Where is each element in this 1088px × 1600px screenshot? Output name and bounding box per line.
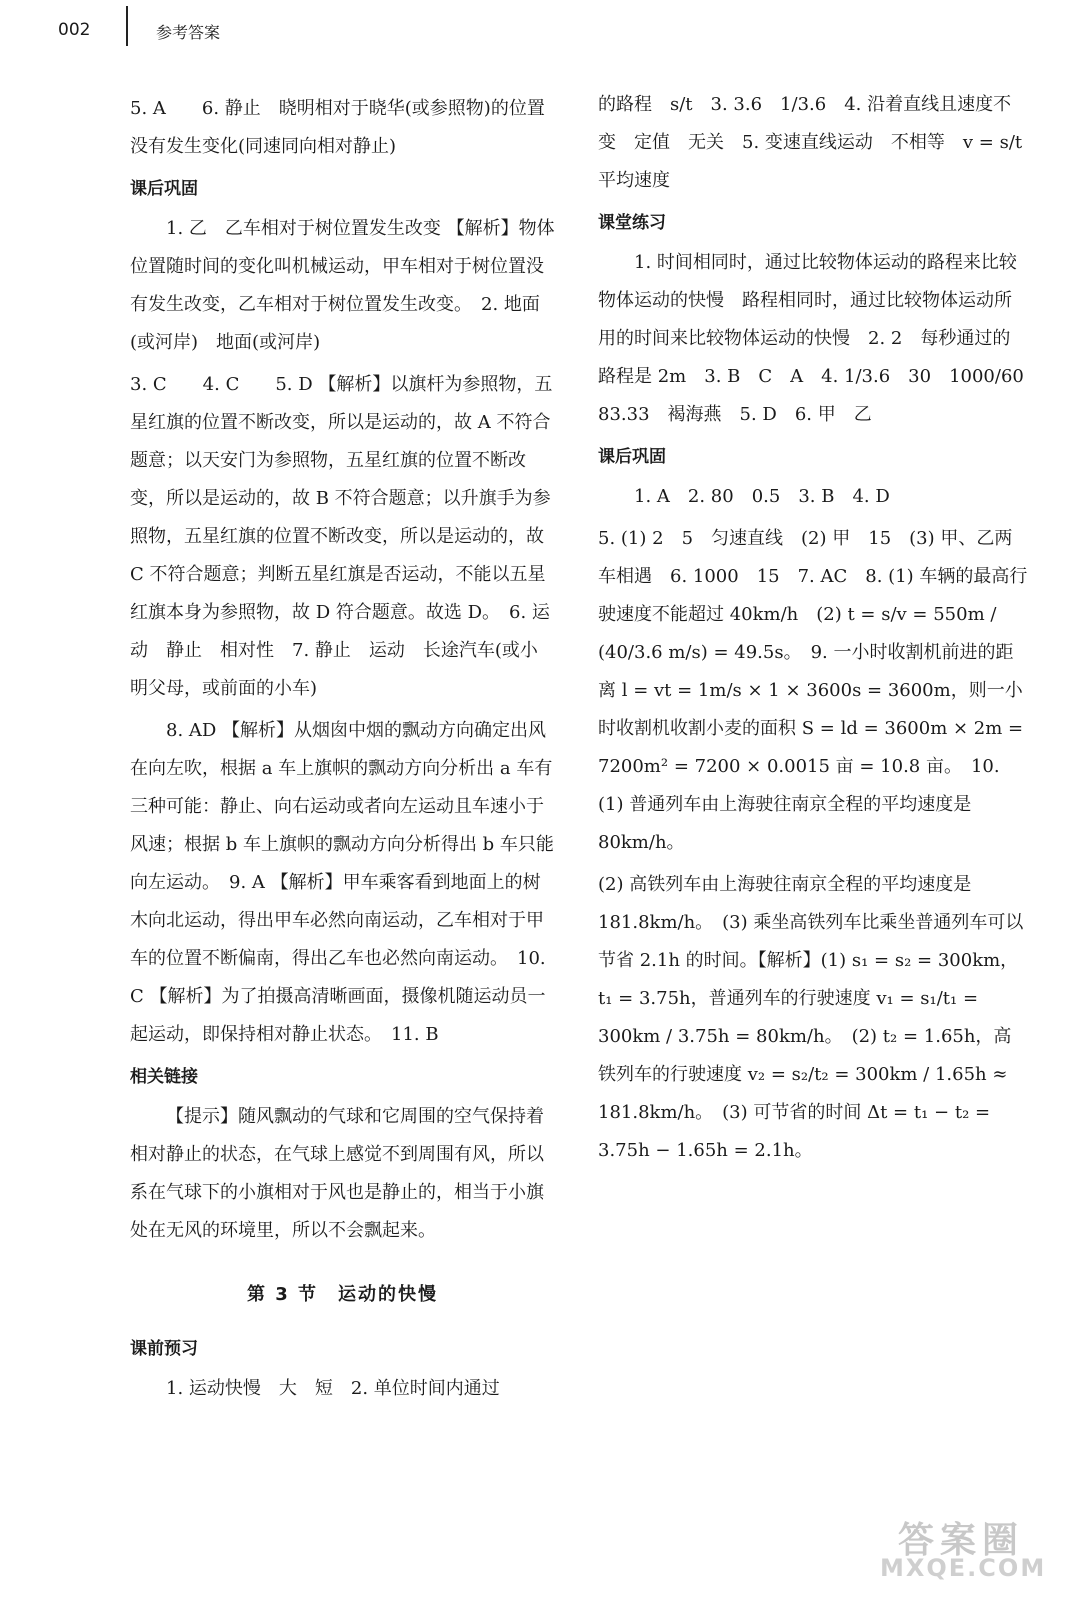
header-divider [126,6,128,46]
answer-block: 3. C 4. C 5. D 【解析】以旗杆为参照物，五星红旗的位置不断改变，所以是运动的，故 A 不符合题意；以天安门为参照物，五星红旗的位置不断改变，所以是运动的，故 B 不符合题意；以升旗手为参照物，五星红旗的位置不断改变，所以是运动的，故 C 不符合题意；判断五星红旗是否运动，不能以五星红旗本身为参照物，故 D 符合题意。故选 D。 6. 运动 静止 相对性 7. 静止 运动 长途汽车(或小明父母，或前面的小车) [130,374,553,699]
answer-block: 1. 时间相同时，通过比较物体运动的路程来比较物体运动的快慢 路程相同时，通过比较物体运动所用的时间来比较物体运动的快慢 2. 2 每秒通过的路程是 2m 3. B C A 4. 1/3.6 30 1000/60 83.33 褐海燕 5. D 6. 甲 乙 [598,252,1042,425]
header-title: 参考答案 [156,23,221,42]
answer-block: 【提示】随风飘动的气球和它周围的空气保持着相对静止的状态，在气球上感觉不到周围有风，所以系在气球下的小旗相对于风也是静止的，相当于小旗处在无风的环境里，所以不会飘起来。 [130,1106,544,1241]
section-heading: 课后巩固 [598,447,666,467]
watermark-logo [880,1512,1080,1592]
answer-block: 5. (1) 2 5 匀速直线 (2) 甲 15 (3) 甲、乙两车相遇 6. 1000 15 7. AC 8. (1) 车辆的最高行驶速度不能超过 40km/h (2) t = s/v = 550m / (40/3.6 m/s) = 49.5s。 9. 一小时收割机前进的距离 l = vt = 1m/s × 1 × 3600s = 3600m，则一小时收割机收割小麦的面积 S = ld = 3600m × 2m = 7200m² = 7200 × 0.0015 亩 = 10.8 亩。 10. (1) 普通列车由上海驶往南京全程的平均速度是 80km/h。 [598,528,1028,853]
section-title: 第 3 节 运动的快慢 [246,1284,439,1305]
left-column [130,90,555,1412]
section-heading: 课后巩固 [130,179,198,199]
watermark-title: 答案圈 [898,1520,1025,1561]
answer-block: (2) 高铁列车由上海驶往南京全程的平均速度是 181.8km/h。 (3) 乘坐高铁列车比乘坐普通列车可以节省 2.1h 的时间。【解析】(1) s₁ = s₂ = 300km，t₁ = 3.75h，普通列车的行驶速度 v₁ = s₁/t₁ = 300km / 3.75h = 80km/h。 (2) t₂ = 1.65h，高铁列车的行驶速度 v₂ = s₂/t₂ = 300km / 1.65h ≈ 181.8km/h。 (3) 可节省的时间 Δt = t₁ − t₂ = 3.75h − 1.65h = 2.1h。 [598,874,1024,1161]
watermark-url: MXQE.COM [880,1554,1047,1582]
page-number: 002 [58,20,91,40]
answer-block: 1. 运动快慢 大 短 2. 单位时间内通过 [166,1378,500,1399]
right-column [598,86,1042,1174]
section-heading: 课堂练习 [598,213,666,233]
section-heading: 相关链接 [130,1067,198,1087]
answer-block: 8. AD 【解析】从烟囱中烟的飘动方向确定出风在向左吹，根据 a 车上旗帜的飘动方向分析出 a 车有三种可能：静止、向右运动或者向左运动且车速小于风速；根据 b 车上旗帜的飘动方向分析得出 b 车只能向左运动。 9. A 【解析】甲车乘客看到地面上的树木向北运动，得出甲车必然向南运动，乙车相对于甲车的位置不断偏南，得出乙车也必然向南运动。 10. C 【解析】为了拍摄高清晰画面，摄像机随运动员一起运动，即保持相对静止状态。 11. B [130,720,554,1045]
answer-block: 5. A 6. 静止 晓明相对于晓华(或参照物)的位置没有发生变化(同速同向相对静止) [130,98,545,157]
section-heading: 课前预习 [130,1339,198,1359]
answer-block: 1. 乙 乙车相对于树位置发生改变 【解析】物体位置随时间的变化叫机械运动，甲车相对于树位置没有发生改变，乙车相对于树位置发生改变。 2. 地面(或河岸) 地面(或河岸) [130,218,555,353]
answer-block: 1. A 2. 80 0.5 3. B 4. D [634,486,890,507]
answer-block: 的路程 s/t 3. 3.6 1/3.6 4. 沿着直线且速度不变 定值 无关 5. 变速直线运动 不相等 v = s/t 平均速度 [598,94,1041,191]
